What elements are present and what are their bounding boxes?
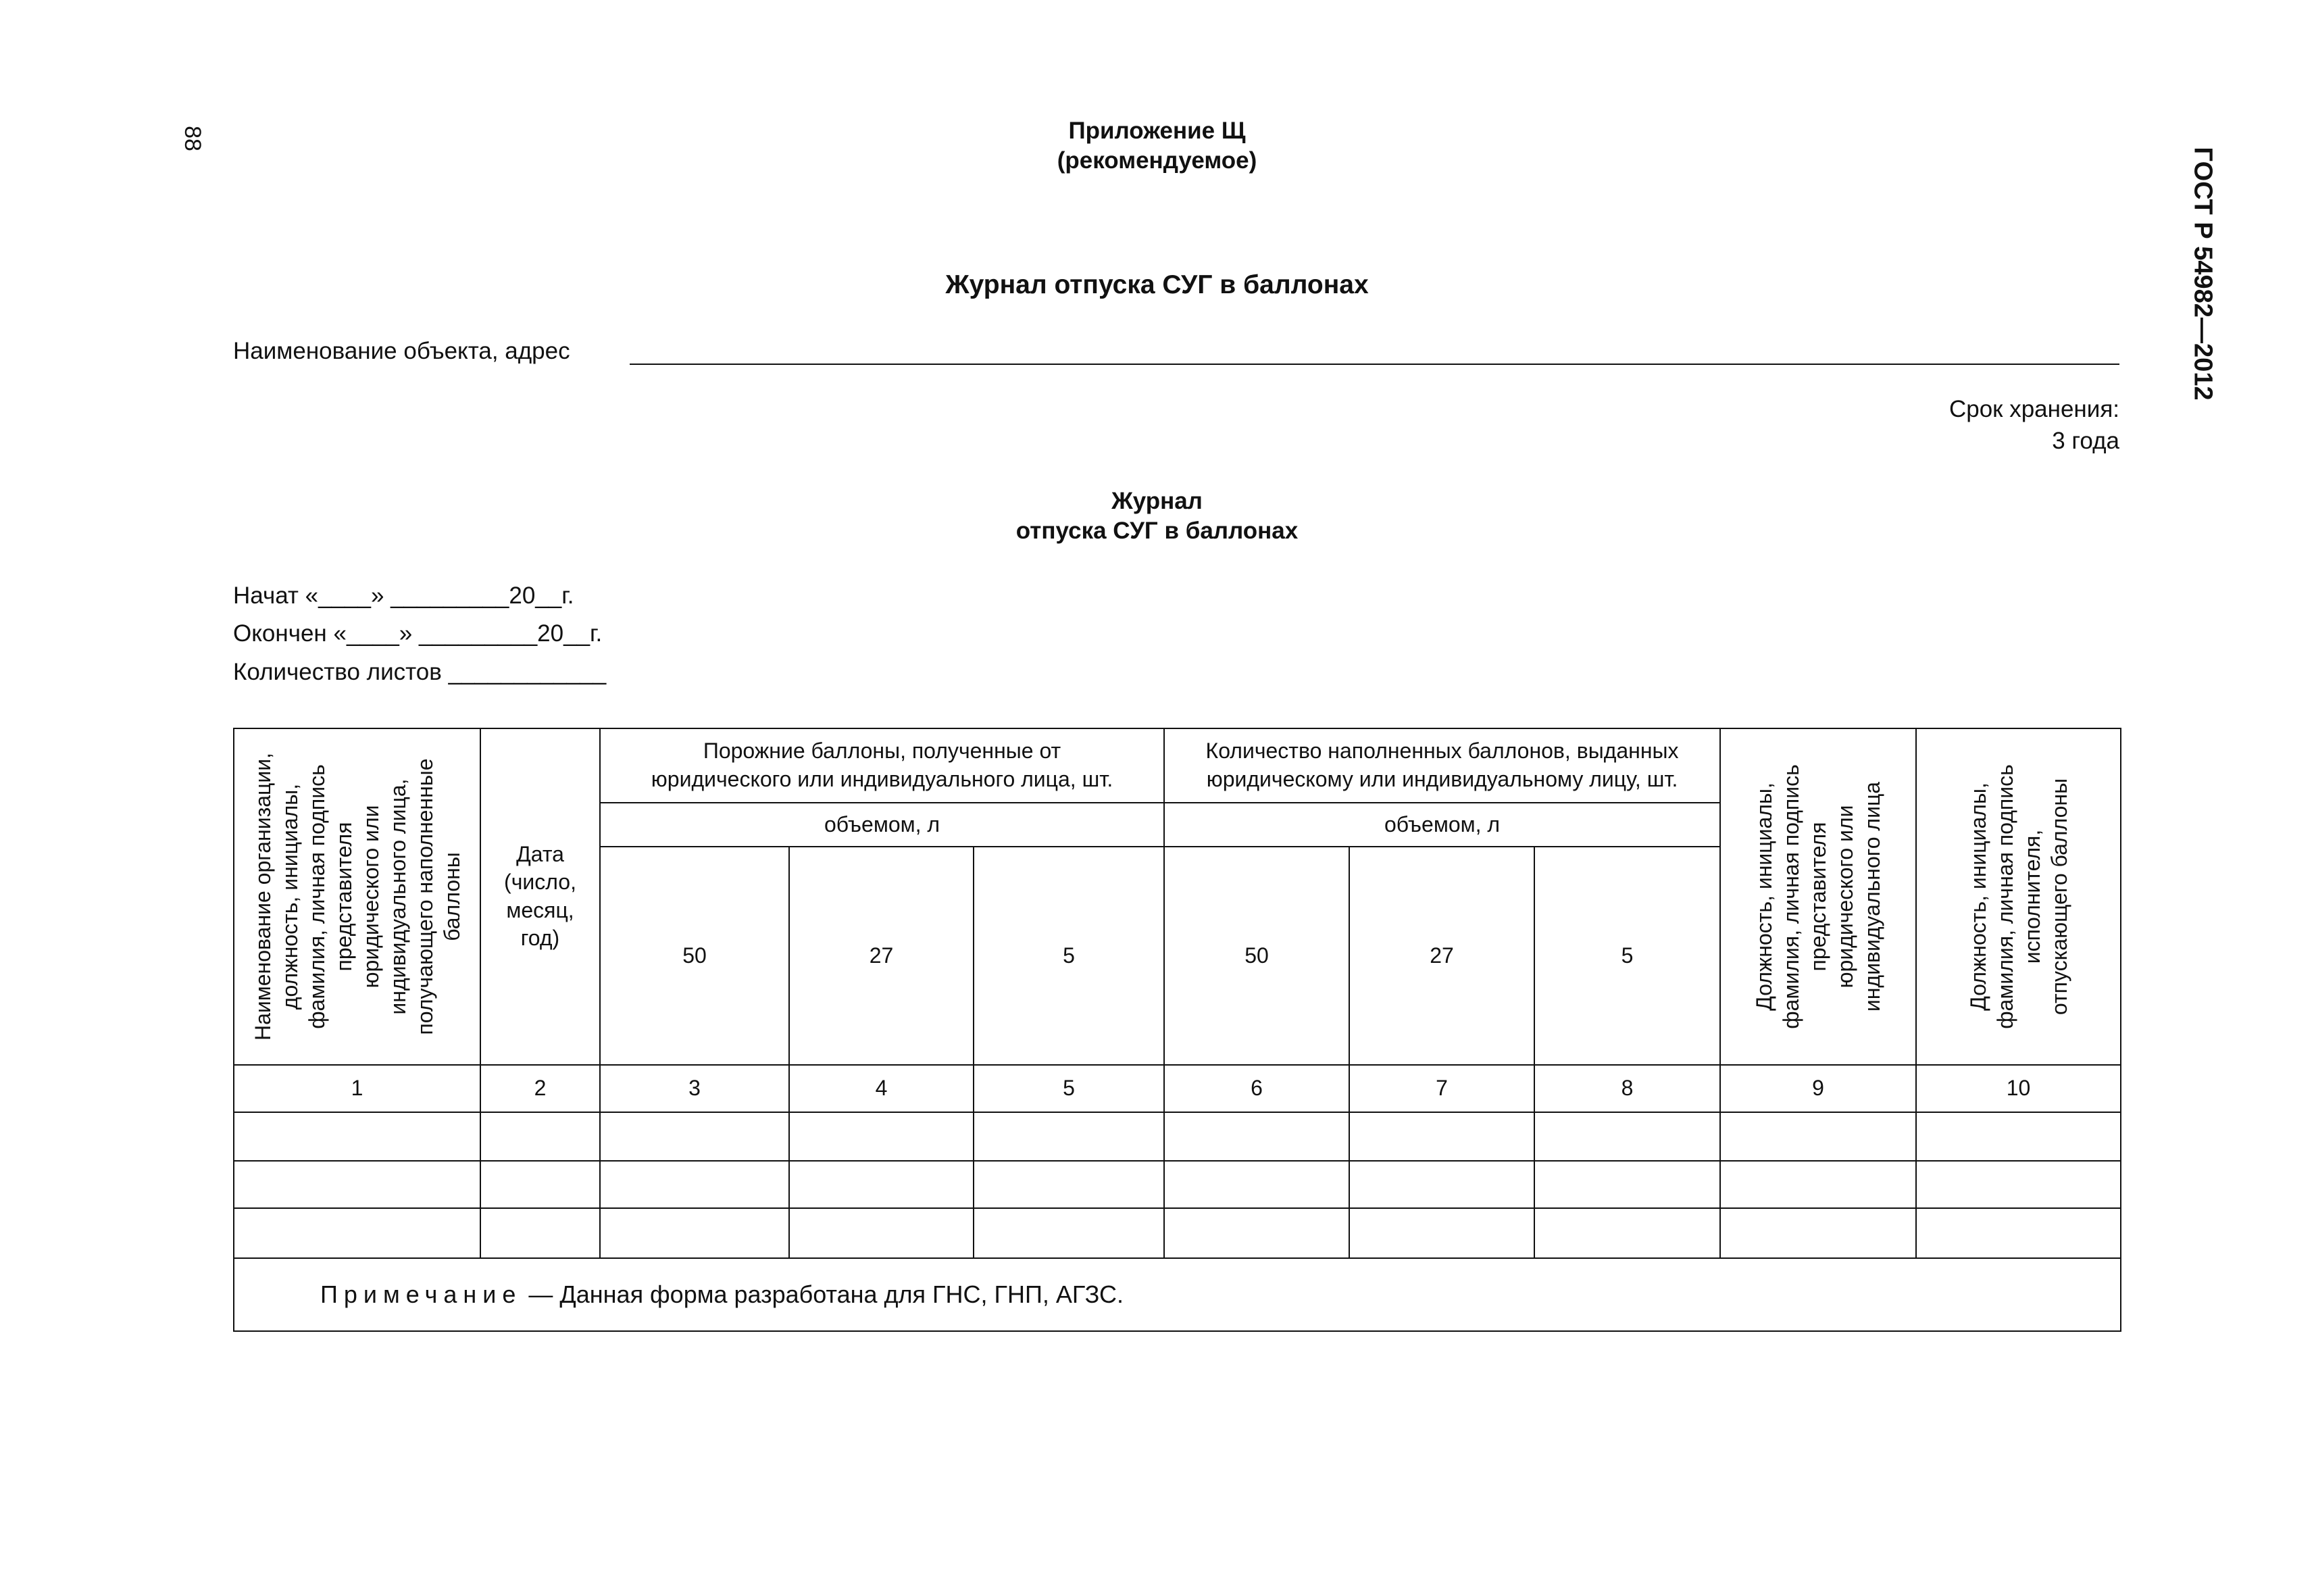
filled-cylinders-header: Количество наполненных баллонов, выданных юридическому или индивидуальному лицу, шт. (1164, 728, 1720, 803)
annex-title: Приложение Щ (1068, 118, 1246, 144)
standard-designation-text: ГОСТ Р 54982—2012 (2188, 147, 2217, 401)
object-label: Наименование объекта, адрес (233, 338, 570, 364)
note-row (234, 1258, 2121, 1331)
table-cell[interactable] (480, 1112, 600, 1161)
col1-header (234, 728, 480, 1065)
table-cell[interactable] (600, 1208, 789, 1258)
filled-volume-27: 27 (1349, 847, 1534, 1064)
table-cell[interactable] (1916, 1161, 2121, 1208)
col9-header-text: Должность, инициалы, фамилия, личная подпись представителя юридического или индивидуального лица (1752, 764, 1885, 1029)
journal-title-line1: Журнал (1111, 488, 1203, 514)
storage-label: Срок хранения: (1948, 396, 2119, 422)
empty-cylinders-header: Порожние баллоны, полученные от юридического или индивидуального лица, шт. (600, 728, 1164, 803)
sheets-count-line: Количество листов ____________ (233, 659, 607, 685)
filled-volume-5: 5 (1534, 847, 1720, 1064)
table-row (234, 1112, 2121, 1161)
empty-volume-50: 50 (600, 847, 789, 1064)
table-cell[interactable] (974, 1161, 1164, 1208)
empty-volume-27: 27 (789, 847, 974, 1064)
empty-volume-5: 5 (974, 847, 1164, 1064)
page-number: 88 (180, 126, 205, 151)
table-cell[interactable] (234, 1112, 480, 1161)
column-number: 4 (789, 1065, 974, 1112)
object-address-line[interactable] (630, 364, 2119, 365)
column-number: 9 (1720, 1065, 1916, 1112)
column-number: 6 (1164, 1065, 1349, 1112)
table-cell[interactable] (1720, 1161, 1916, 1208)
table-cell[interactable] (1349, 1112, 1534, 1161)
table-cell[interactable] (789, 1112, 974, 1161)
column-number: 10 (1916, 1065, 2121, 1112)
table-cell[interactable] (234, 1208, 480, 1258)
table-cell[interactable] (974, 1208, 1164, 1258)
column-number: 8 (1534, 1065, 1720, 1112)
journal-table (233, 728, 2121, 1332)
table-cell[interactable] (600, 1161, 789, 1208)
table-cell[interactable] (789, 1161, 974, 1208)
table-cell[interactable] (1916, 1112, 2121, 1161)
col1-header-text: Наименование организации, должность, инициалы, фамилия, личная подпись представителя юридического или индивидуального лица, получающего наполненные баллоны (250, 752, 464, 1041)
journal-title-line2: отпуска СУГ в баллонах (1015, 518, 1299, 544)
note-cell (234, 1258, 2121, 1331)
column-numbers-row (234, 1065, 2121, 1112)
column-number: 5 (974, 1065, 1164, 1112)
finished-date-line: Окончен «____» _________20__г. (233, 620, 603, 647)
table-cell[interactable] (1720, 1208, 1916, 1258)
table-cell[interactable] (480, 1208, 600, 1258)
column-number: 2 (480, 1065, 600, 1112)
table-cell[interactable] (1349, 1208, 1534, 1258)
empty-volume-label: объемом, л (600, 803, 1164, 847)
table-cell[interactable] (1720, 1112, 1916, 1161)
column-number: 7 (1349, 1065, 1534, 1112)
table-cell[interactable] (1164, 1112, 1349, 1161)
table-row (234, 1208, 2121, 1258)
header-row-groups (234, 728, 2121, 803)
table-cell[interactable] (1164, 1161, 1349, 1208)
table-cell[interactable] (1164, 1208, 1349, 1258)
note-text: — Данная форма разработана для ГНС, ГНП, АГЗС. (522, 1280, 1124, 1308)
started-date-line: Начат «____» _________20__г. (233, 582, 574, 609)
table-row (234, 1161, 2121, 1208)
col9-header (1720, 728, 1916, 1065)
filled-volume-50: 50 (1164, 847, 1349, 1064)
note-prefix: Примечание (320, 1280, 522, 1308)
table-cell[interactable] (789, 1208, 974, 1258)
col2-header: Дата (число, месяц, год) (480, 728, 600, 1065)
table-cell[interactable] (1534, 1208, 1720, 1258)
table-cell[interactable] (1916, 1208, 2121, 1258)
col10-header-text: Должность, инициалы, фамилия, личная подпись исполнителя, отпускающего баллоны (1965, 764, 2071, 1029)
table-cell[interactable] (480, 1161, 600, 1208)
table-cell[interactable] (1534, 1161, 1720, 1208)
table-cell[interactable] (974, 1112, 1164, 1161)
column-number: 3 (600, 1065, 789, 1112)
table-cell[interactable] (600, 1112, 789, 1161)
filled-volume-label: объемом, л (1164, 803, 1720, 847)
table-cell[interactable] (1534, 1112, 1720, 1161)
column-number: 1 (234, 1065, 480, 1112)
col10-header (1916, 728, 2121, 1065)
storage-value: 3 года (2052, 428, 2119, 454)
form-title: Журнал отпуска СУГ в баллонах (945, 270, 1369, 299)
table-cell[interactable] (234, 1161, 480, 1208)
annex-type: (рекомендуемое) (1057, 147, 1257, 174)
table-cell[interactable] (1349, 1161, 1534, 1208)
